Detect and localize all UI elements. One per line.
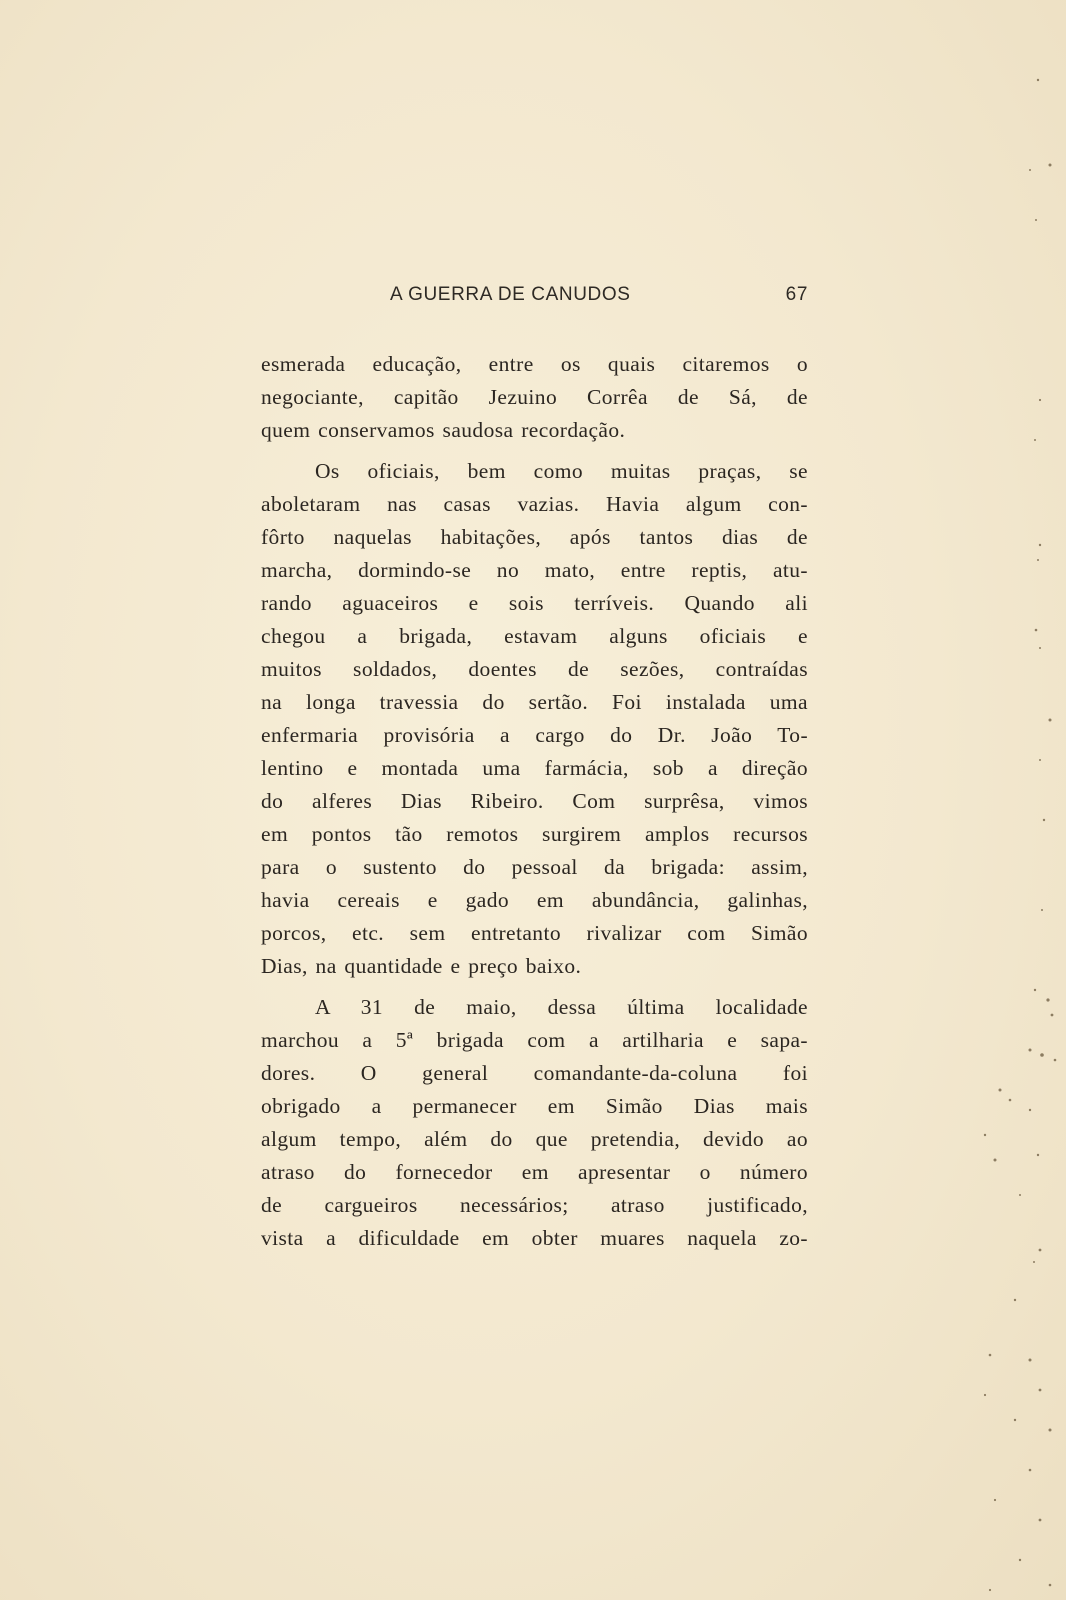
paragraph-1 bbox=[261, 348, 808, 447]
paragraph-2 bbox=[261, 455, 808, 983]
text-line: fôrto naquelas habitações, após tantos dias de bbox=[261, 525, 808, 549]
text-line: obrigado a permanecer em Simão Dias mais bbox=[261, 1094, 808, 1118]
text-line: de cargueiros necessários; atraso justificado, bbox=[261, 1193, 808, 1217]
text-line: chegou a brigada, estavam alguns oficiais e bbox=[261, 624, 808, 648]
text-line: negociante, capitão Jezuino Corrêa de Sá, de bbox=[261, 385, 808, 409]
text-line: aboletaram nas casas vazias. Havia algum con- bbox=[261, 492, 808, 516]
running-head bbox=[390, 284, 808, 308]
text-line: Dias, na quantidade e preço baixo. bbox=[261, 954, 582, 978]
text-line: rando aguaceiros e sois terríveis. Quando ali bbox=[261, 591, 808, 615]
text-line: lentino e montada uma farmácia, sob a direção bbox=[261, 756, 808, 780]
running-head-title: A GUERRA DE CANUDOS bbox=[390, 284, 631, 305]
text-line: dores. O general comandante-da-coluna foi bbox=[261, 1061, 808, 1085]
text-line: algum tempo, além do que pretendia, devido ao bbox=[261, 1127, 808, 1151]
text-line: havia cereais e gado em abundância, galinhas, bbox=[261, 888, 808, 912]
page-number: 67 bbox=[785, 284, 808, 305]
text-line: vista a dificuldade em obter muares naquela zo- bbox=[261, 1226, 808, 1250]
text-line: esmerada educação, entre os quais citaremos o bbox=[261, 352, 808, 376]
text-line: porcos, etc. sem entretanto rivalizar com Simão bbox=[261, 921, 808, 945]
text-line: enfermaria provisória a cargo do Dr. João To- bbox=[261, 723, 808, 747]
text-line: marcha, dormindo-se no mato, entre reptis, atu- bbox=[261, 558, 808, 582]
paragraph-gap bbox=[261, 447, 808, 455]
text-line: muitos soldados, doentes de sezões, contraídas bbox=[261, 657, 808, 681]
text-line: Os oficiais, bem como muitas praças, se bbox=[315, 459, 808, 483]
text-line: A 31 de maio, dessa última localidade bbox=[315, 995, 808, 1019]
body-text bbox=[261, 348, 808, 1255]
paragraph-gap bbox=[261, 983, 808, 991]
text-line: na longa travessia do sertão. Foi instalada uma bbox=[261, 690, 808, 714]
paragraph-3 bbox=[261, 991, 808, 1255]
text-line: atraso do fornecedor em apresentar o número bbox=[261, 1160, 808, 1184]
text-line: para o sustento do pessoal da brigada: assim, bbox=[261, 855, 808, 879]
text-line: quem conservamos saudosa recordação. bbox=[261, 418, 626, 442]
text-line: do alferes Dias Ribeiro. Com surprêsa, vimos bbox=[261, 789, 808, 813]
text-line: marchou a 5ª brigada com a artilharia e sapa- bbox=[261, 1028, 808, 1052]
text-line: em pontos tão remotos surgirem amplos recursos bbox=[261, 822, 808, 846]
